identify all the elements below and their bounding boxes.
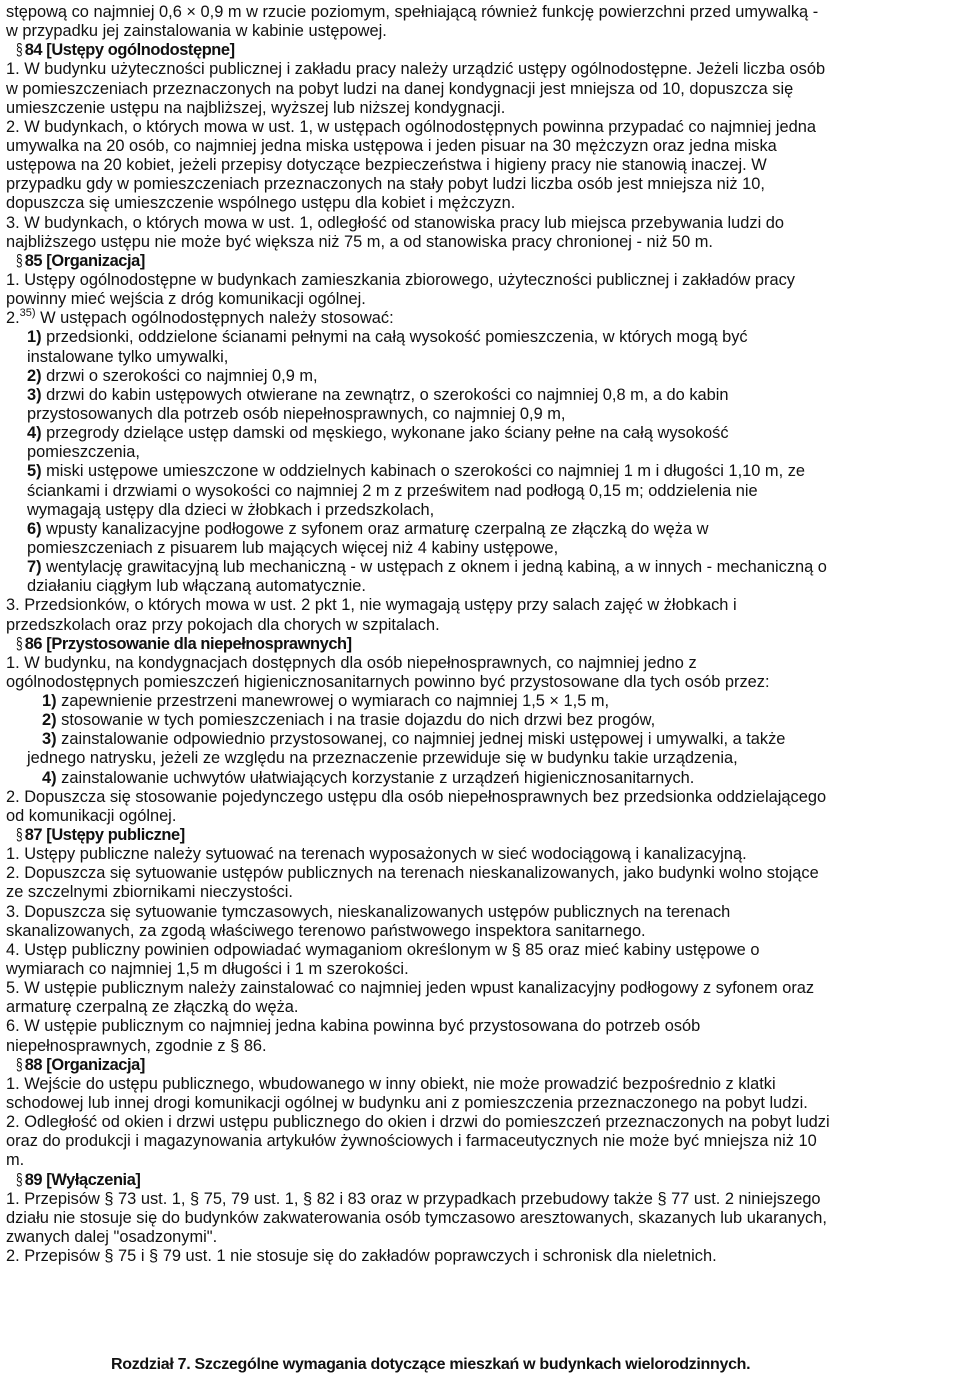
text-line: 5. W ustępie publicznym należy zainstalować co najmniej jeden wpust kanalizacyjny podłogowy z syfonem oraz — [6, 979, 815, 998]
section-mark: § — [16, 251, 23, 270]
list-item-text: zainstalowanie odpowiednio przystosowanej, co najmniej jednej miski ustępowej i umywalki, a także — [56, 730, 786, 749]
list-item — [6, 328, 954, 347]
section-heading — [6, 635, 954, 654]
list-item-number: 3) — [42, 730, 57, 749]
paragraph-line — [6, 3, 954, 22]
section-heading-text: 89 [Wyłączenia] — [24, 1170, 141, 1189]
text-line: niepełnosprawnych, zgodnie z § 86. — [6, 1036, 267, 1055]
paragraph-line — [6, 137, 954, 156]
section-heading-text: 84 [Ustępy ogólnodostępne] — [24, 41, 235, 60]
section-mark: § — [16, 1055, 23, 1074]
section-heading — [6, 1171, 954, 1190]
paragraph-line — [6, 233, 954, 252]
text-line: działaniu ciągłym lub włączaną automatycznie. — [27, 577, 366, 596]
list-item-number: 2) — [42, 711, 57, 730]
text-line: 2. Dopuszcza się sytuowanie ustępów publicznych na terenach nieskanalizowanych, jako budynki wolno stojące — [6, 864, 819, 883]
text-line: 1. Wejście do ustępu publicznego, wbudowanego w inny obiekt, nie może prowadzić bezpośrednio z klatki — [6, 1074, 776, 1093]
section-heading — [6, 826, 954, 845]
text-line: wymiarach co najmniej 1,5 m długości i 1 m szerokości. — [6, 960, 409, 979]
list-item-text: przedsionki, oddzielone ścianami pełnymi na całą wysokość pomieszczenia, w których mogą być — [41, 328, 748, 347]
paragraph-line — [6, 60, 954, 79]
text-line: dopuszcza się umieszczenie wspólnego ustępu dla kobiet i mężczyzn. — [6, 194, 516, 213]
text-line: powinny mieć wejścia z dróg komunikacji ogólnej. — [6, 290, 366, 309]
paragraph-line — [6, 156, 954, 175]
text-line: 2. Dopuszcza się stosowanie pojedynczego ustępu dla osób niepełnosprawnych bez przedsionka oddzielającego — [6, 787, 827, 806]
text-line: instalowane tylko umywalki, — [27, 347, 229, 366]
list-item-continuation — [6, 577, 954, 596]
paragraph-line — [6, 309, 954, 328]
list-item-continuation — [6, 539, 954, 558]
list-item-text: zapewnienie przestrzeni manewrowej o wymiarach co najmniej 1,5 × 1,5 m, — [56, 692, 610, 711]
list-item-text: drzwi do kabin ustępowych otwierane na zewnątrz, o szerokości co najmniej 0,8 m, a do kabin — [41, 385, 729, 404]
list-item-continuation — [6, 749, 954, 768]
paragraph-line — [6, 616, 954, 635]
list-item-number: 4) — [42, 768, 57, 787]
paragraph-line — [6, 1132, 954, 1151]
paragraph-line — [6, 903, 954, 922]
text-line: 3. Dopuszcza się sytuowanie tymczasowych, nieskanalizowanych ustępów publicznych na terenach — [6, 902, 731, 921]
list-item-number: 1) — [42, 692, 57, 711]
list-item — [6, 424, 954, 443]
section-heading-text: 86 [Przystosowanie dla niepełnosprawnych] — [24, 634, 352, 653]
section-mark: § — [16, 634, 23, 653]
section-mark: § — [16, 41, 23, 60]
list-item-number: 4) — [27, 424, 42, 443]
paragraph-line — [6, 845, 954, 864]
list-item — [6, 386, 954, 405]
list-item-number: 2) — [27, 366, 42, 385]
paragraph-line — [6, 883, 954, 902]
paragraph-line — [6, 290, 954, 309]
text-line: przystosowanych dla potrzeb osób niepełnosprawnych, co najmniej 0,9 m, — [27, 404, 566, 423]
text-line: pomieszczenia, — [27, 443, 140, 462]
list-item-number: 5) — [27, 462, 42, 481]
document-body — [6, 3, 954, 1266]
list-item-text: wpusty kanalizacyjne podłogowe z syfonem oraz armaturę czerpalną ze złączką do węża w — [41, 519, 709, 538]
text-line: oraz do produkcji i magazynowania artykułów żywnościowych i farmaceutycznych nie może być mniejsza niż 10 — [6, 1132, 817, 1151]
list-item — [6, 711, 954, 730]
list-item-continuation — [6, 405, 954, 424]
chapter-title: Rozdział 7. Szczególne wymagania dotyczące mieszkań w budynkach wielorodzinnych. — [111, 1356, 751, 1373]
text-line: działu nie stosuje się do budynków zakwaterowania osób tymczasowo aresztowanych, skazanych lub ukaranych, — [6, 1208, 827, 1227]
text-line: w pomieszczeniach przeznaczonych na pobyt ludzi na danej kondygnacji jest mniejsza od 10, dopuszcza się — [6, 79, 794, 98]
text-line: 1. Ustępy publiczne należy sytuować na terenach wyposażonych w sieć wodociągową i kanalizacyjną. — [6, 845, 747, 864]
list-item — [6, 462, 954, 481]
list-item-text: przegrody dzielące ustęp damski od męskiego, wykonane jako ściany pełne na całą wysokość — [41, 424, 729, 443]
section-heading-text: 88 [Organizacja] — [24, 1055, 145, 1074]
list-item — [6, 692, 954, 711]
paragraph-line — [6, 941, 954, 960]
text-line: 1. W budynku, na kondygnacjach dostępnych dla osób niepełnosprawnych, co najmniej jedno z — [6, 653, 697, 672]
list-item-text: miski ustępowe umieszczone w oddzielnych kabinach o szerokości co najmniej 1 m i długości 1,10 m, ze — [41, 462, 806, 481]
paragraph-line — [6, 960, 954, 979]
paragraph-line — [6, 922, 954, 941]
text-line: 3. W budynkach, o których mowa w ust. 1, odległość od stanowiska pracy lub miejsca przebywania ludzi do — [6, 213, 785, 232]
section-mark: § — [16, 1170, 23, 1189]
text-line: 1. Ustępy ogólnodostępne w budynkach zamieszkania zbiorowego, użyteczności publicznej i zakładów pracy — [6, 270, 796, 289]
text-line: w przypadku jej zainstalowania w kabinie ustępowej. — [6, 22, 387, 41]
list-item-text: zainstalowanie uchwytów ułatwiających korzystanie z urządzeń higienicznosanitarnych. — [56, 768, 695, 787]
list-item — [6, 769, 954, 788]
footnote-marker: 35) — [19, 307, 36, 320]
paragraph-line — [6, 175, 954, 194]
paragraph-line — [6, 99, 954, 118]
section-heading — [6, 1056, 954, 1075]
paragraph-line — [6, 22, 954, 41]
paragraph-line — [6, 807, 954, 826]
list-item-number: 1) — [27, 328, 42, 347]
text-line: 2. — [6, 309, 20, 328]
text-line: stępową co najmniej 0,6 × 0,9 m w rzucie poziomym, spełniającą również funkcję powierzchni przed umywalką - — [6, 3, 819, 21]
section-heading-text: 87 [Ustępy publiczne] — [24, 826, 185, 845]
text-line: 2. Przepisów § 75 i § 79 ust. 1 nie stosuje się do zakładów poprawczych i schronisk dla nieletnich. — [6, 1247, 717, 1266]
paragraph-line — [6, 118, 954, 137]
text-line: ogólnodostępnych pomieszczeń higienicznosanitarnych powinno być przystosowane dla tych osób przez: — [6, 672, 770, 691]
text-line: 4. Ustęp publiczny powinien odpowiadać wymaganiom określonym w § 85 oraz mieć kabiny ustępowe o — [6, 940, 760, 959]
text-line: skanalizowanych, za zgodą właściwego terenowo państwowego inspektora sanitarnego. — [6, 921, 646, 940]
section-heading — [6, 252, 954, 271]
text-line: 2. W budynkach, o których mowa w ust. 1, w ustępach ogólnodostępnych powinna przypadać co najmniej jedna — [6, 117, 816, 136]
text-line: przedszkolach oraz przy pokojach dla chorych w szpitalach. — [6, 615, 440, 634]
text-line: umywalka na 20 osób, co najmniej jedna miska ustępowa i jeden pisuar na 30 mężczyzn oraz jedna miska — [6, 136, 777, 155]
text-line: schodowej lub innej drogi komunikacji ogólnej w budynku ani z pomieszczenia przeznaczonego na pobyt ludzi. — [6, 1094, 808, 1113]
list-item-text: stosowanie w tych pomieszczeniach i na trasie dojazdu do nich drzwi bez progów, — [56, 711, 656, 730]
list-item-continuation — [6, 443, 954, 462]
paragraph-line — [6, 1113, 954, 1132]
text-line: pomieszczeniach z pisuarem lub mających więcej niż 4 kabiny ustępowe, — [27, 538, 559, 557]
paragraph-line — [6, 998, 954, 1017]
text-line: armaturę czerpalną ze złączką do węża. — [6, 998, 299, 1017]
paragraph-line — [6, 1228, 954, 1247]
list-item-text: wentylację grawitacyjną lub mechaniczną - w ustępach z oknem i jedną kabiną, a w innych - mechaniczną o — [41, 558, 827, 577]
paragraph-line — [6, 271, 954, 290]
paragraph-line — [6, 788, 954, 807]
text-line: 3. Przedsionków, o których mowa w ust. 2 pkt 1, nie wymagają ustępy przy salach zajęć w żłobkach i — [6, 596, 737, 615]
text-line: zwanych dalej "osadzonymi". — [6, 1228, 218, 1246]
list-item-continuation — [6, 482, 954, 501]
paragraph-line — [6, 1247, 954, 1266]
paragraph-line — [6, 979, 954, 998]
paragraph-line — [6, 1017, 954, 1036]
list-item-number: 3) — [27, 385, 42, 404]
paragraph-line — [6, 654, 954, 673]
paragraph-line — [6, 194, 954, 213]
paragraph-line — [6, 80, 954, 99]
list-item — [6, 730, 954, 749]
paragraph-line — [6, 1151, 954, 1170]
paragraph-line — [6, 1094, 954, 1113]
paragraph-line — [6, 1037, 954, 1056]
text-line: 1. W budynku użyteczności publicznej i zakładu pracy należy urządzić ustępy ogólnodostępne. Jeżeli liczba osób — [6, 60, 826, 79]
paragraph-line — [6, 596, 954, 615]
text-line: jednego natrysku, jeżeli ze względu na przeznaczenie przewiduje się w budynku takie urządzenia, — [27, 749, 738, 768]
text-line: 2. Odległość od okien i drzwi ustępu publicznego do okien i drzwi do pomieszczeń przeznaczonych na pobyt ludzi — [6, 1113, 830, 1132]
paragraph-line — [6, 1190, 954, 1209]
text-line: najbliższego ustępu nie może być większa niż 75 m, a od stanowiska pracy chronionej - niż 50 m. — [6, 232, 713, 251]
text-line: m. — [6, 1151, 25, 1170]
list-item-text: drzwi o szerokości co najmniej 0,9 m, — [41, 366, 318, 385]
list-item — [6, 558, 954, 577]
section-heading-text: 85 [Organizacja] — [24, 251, 145, 270]
text-line-rest: W ustępach ogólnodostępnych należy stosować: — [35, 309, 394, 328]
text-line: 6. W ustępie publicznym co najmniej jedna kabina powinna być przystosowana do potrzeb osób — [6, 1017, 701, 1036]
paragraph-line — [6, 214, 954, 233]
paragraph-line — [6, 1075, 954, 1094]
list-item — [6, 520, 954, 539]
text-line: ściankami i drzwiami o wysokości co najmniej 2 m z prześwitem nad podłogą 0,15 m; oddzielenia nie — [27, 481, 758, 500]
list-item-continuation — [6, 501, 954, 520]
paragraph-line — [6, 673, 954, 692]
paragraph-line — [6, 1209, 954, 1228]
list-item — [6, 367, 954, 386]
text-line: ze szczelnymi zbiornikami nieczystości. — [6, 883, 293, 902]
list-item-number: 6) — [27, 519, 42, 538]
list-item-number: 7) — [27, 558, 42, 577]
text-line: przypadku gdy w pomieszczeniach przeznaczonych na stały pobyt ludzi liczba osób jest mniejsza niż 10, — [6, 175, 765, 194]
text-line: od komunikacji ogólnej. — [6, 806, 177, 825]
paragraph-line — [6, 864, 954, 883]
section-mark: § — [16, 826, 23, 845]
text-line: umieszczenie ustępu na najbliższej, wyższej lub niższej kondygnacji. — [6, 98, 506, 117]
section-heading — [6, 41, 954, 60]
list-item-continuation — [6, 348, 954, 367]
text-line: wymagają ustępy dla dzieci w żłobkach i przedszkolach, — [27, 500, 435, 519]
text-line: ustępowa na 20 kobiet, jeżeli przepisy dotyczące bezpieczeństwa i higieny pracy nie stanowią inaczej. W — [6, 156, 767, 175]
text-line: 1. Przepisów § 73 ust. 1, § 75, 79 ust. 1, § 82 i 83 oraz w przypadkach przebudowy także § 77 ust. 2 niniejszego — [6, 1189, 821, 1208]
